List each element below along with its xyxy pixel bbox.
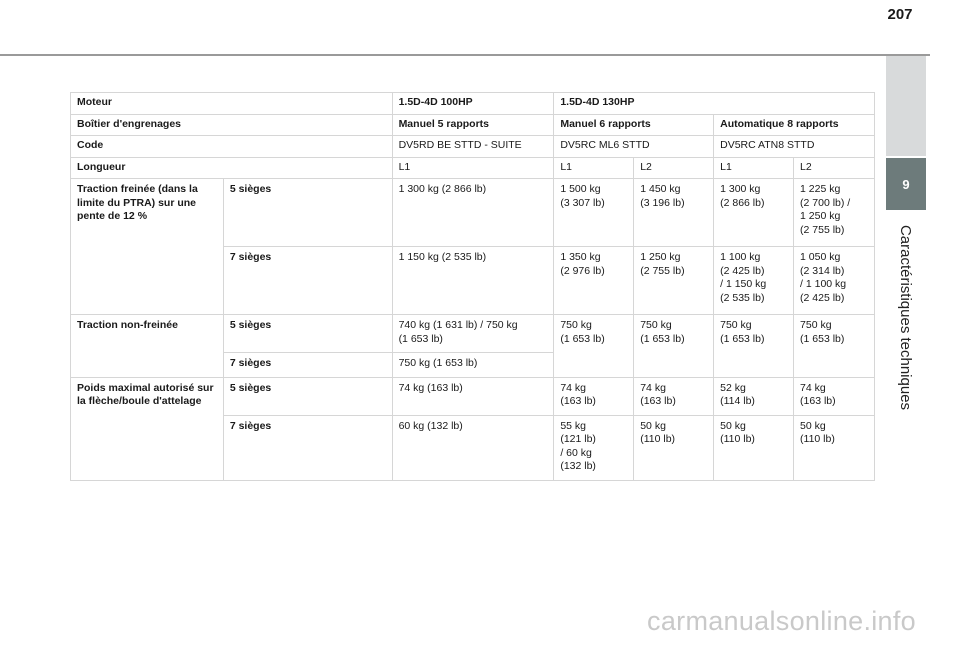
table-cell: 1 150 kg (2 535 lb)	[392, 247, 554, 315]
gearbox-auto8: Automatique 8 rapports	[714, 114, 875, 136]
row-towball-5	[71, 377, 875, 415]
table-cell: 52 kg (114 lb)	[714, 377, 794, 415]
page-number: 207	[887, 6, 913, 23]
table-cell: 1 350 kg (2 976 lb)	[554, 247, 634, 315]
code-value: DV5RC ATN8 STTD	[714, 136, 875, 158]
table-cell: 1 500 kg (3 307 lb)	[554, 179, 634, 247]
gearbox-label: Boîtier d'engrenages	[71, 114, 393, 136]
table-cell: 74 kg (163 lb)	[794, 377, 875, 415]
length-value: L2	[634, 157, 714, 179]
table-cell: 1 300 kg (2 866 lb)	[392, 179, 554, 247]
table-cell: 50 kg (110 lb)	[714, 415, 794, 480]
length-value: L1	[714, 157, 794, 179]
seats-label: 7 sièges	[223, 353, 392, 378]
code-value: DV5RD BE STTD - SUITE	[392, 136, 554, 158]
row-code	[71, 136, 875, 158]
table-cell: 750 kg (1 653 lb)	[794, 315, 875, 378]
towball-load-label: Poids maximal autorisé sur la flèche/boule d'attelage	[71, 377, 224, 480]
table-cell: 740 kg (1 631 lb) / 750 kg (1 653 lb)	[392, 315, 554, 353]
table-cell: 1 250 kg (2 755 lb)	[634, 247, 714, 315]
table-cell: 50 kg (110 lb)	[634, 415, 714, 480]
towing-specs-table	[70, 92, 875, 481]
table-cell: 1 050 kg (2 314 lb) / 1 100 kg (2 425 lb)	[794, 247, 875, 315]
table-cell: 1 100 kg (2 425 lb) / 1 150 kg (2 535 lb)	[714, 247, 794, 315]
table-cell: 74 kg (163 lb)	[392, 377, 554, 415]
row-engine	[71, 93, 875, 115]
side-tab-upper	[886, 56, 926, 156]
unbraked-towing-label: Traction non-freinée	[71, 315, 224, 378]
row-length	[71, 157, 875, 179]
gearbox-manual6: Manuel 6 rapports	[554, 114, 714, 136]
table-cell: 1 225 kg (2 700 lb) / 1 250 kg (2 755 lb)	[794, 179, 875, 247]
chapter-number-tab[interactable]: 9	[886, 158, 926, 210]
braked-towing-label: Traction freinée (dans la limite du PTRA) sur une pente de 12 %	[71, 179, 224, 315]
seats-label: 5 sièges	[223, 315, 392, 353]
chapter-title-text: Caractéristiques techniques	[897, 224, 915, 410]
table-cell: 750 kg (1 653 lb)	[634, 315, 714, 378]
length-label: Longueur	[71, 157, 393, 179]
table-cell: 50 kg (110 lb)	[794, 415, 875, 480]
table-cell: 74 kg (163 lb)	[554, 377, 634, 415]
table-cell: 55 kg (121 lb) / 60 kg (132 lb)	[554, 415, 634, 480]
engine-130hp: 1.5D-4D 130HP	[554, 93, 875, 115]
table-cell: 74 kg (163 lb)	[634, 377, 714, 415]
row-gearbox	[71, 114, 875, 136]
length-value: L2	[794, 157, 875, 179]
header-rule	[0, 54, 930, 56]
seats-label: 7 sièges	[223, 415, 392, 480]
engine-100hp: 1.5D-4D 100HP	[392, 93, 554, 115]
table-cell: 1 300 kg (2 866 lb)	[714, 179, 794, 247]
seats-label: 5 sièges	[223, 377, 392, 415]
table-cell: 750 kg (1 653 lb)	[392, 353, 554, 378]
watermark: carmanualsonline.info	[647, 606, 916, 636]
length-value: L1	[554, 157, 634, 179]
chapter-title-vertical	[886, 212, 926, 422]
code-value: DV5RC ML6 STTD	[554, 136, 714, 158]
row-braked-5	[71, 179, 875, 247]
table-cell: 1 450 kg (3 196 lb)	[634, 179, 714, 247]
length-value: L1	[392, 157, 554, 179]
engine-label: Moteur	[71, 93, 393, 115]
table-cell: 60 kg (132 lb)	[392, 415, 554, 480]
row-unbraked-5	[71, 315, 875, 353]
code-label: Code	[71, 136, 393, 158]
table-cell: 750 kg (1 653 lb)	[714, 315, 794, 378]
gearbox-manual5: Manuel 5 rapports	[392, 114, 554, 136]
table-cell: 750 kg (1 653 lb)	[554, 315, 634, 378]
seats-label: 5 sièges	[223, 179, 392, 247]
seats-label: 7 sièges	[223, 247, 392, 315]
